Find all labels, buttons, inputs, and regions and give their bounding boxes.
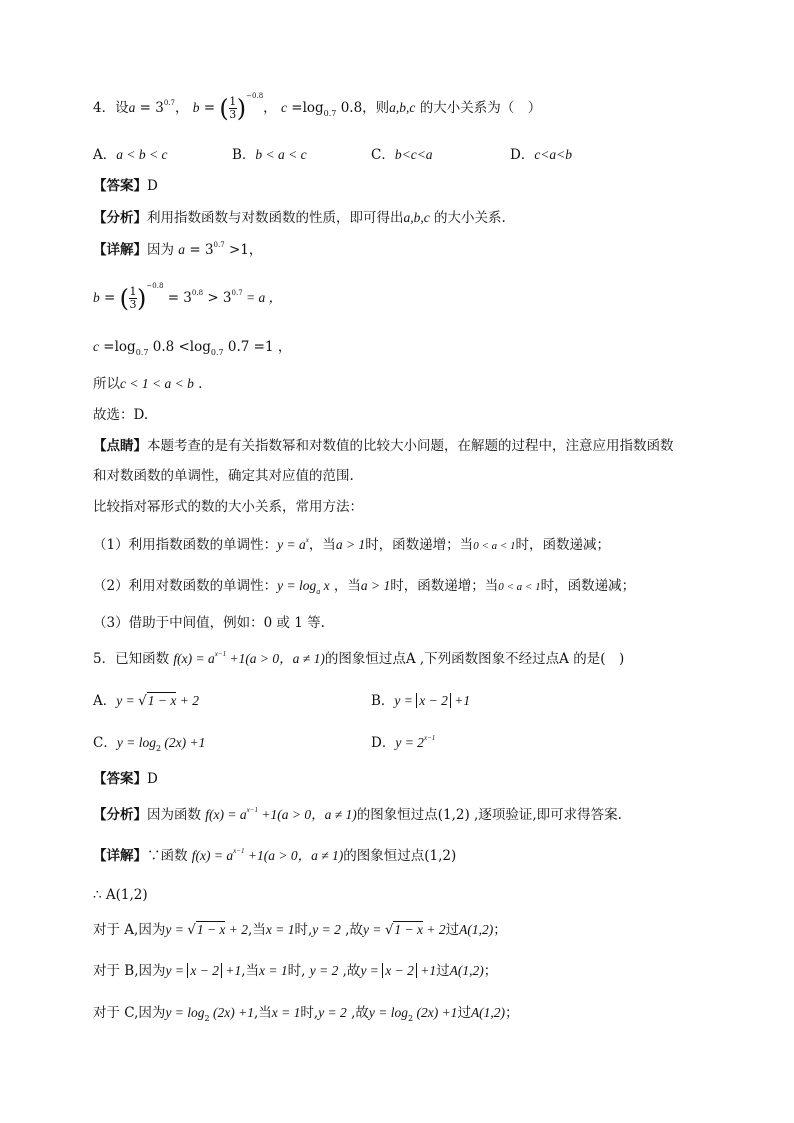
q4-detail-b: b = ( $\frac{1}{3}$ )$^{-0.8} = 3^{0.8} > 3^{0.7} = a$ ， [93, 282, 283, 313]
q4-conclusion: 所以c < 1 < a < b . [93, 376, 203, 392]
q4-method-2: （2）利用对数函数的单调性：$y = \log_a x$ ，当a > 1时，函数递增；当0 < a < 1时，函数递减； [93, 578, 636, 596]
q4-choose: 故选：D. [93, 407, 149, 423]
q5-verify-c: 对于 C,因为$y = \log_2 (2x) +1$,当x = 1时,y = 2 ,故$y = \log_2 (2x) +1$过A(1,2)； [93, 1005, 519, 1023]
q5-option-c: C．$y = \log_2 (2x) +1$ [93, 735, 206, 753]
q5-stem: 5．已知函数 $f(x) = a^{x-1} +1(a > 0$，a ≠ 1)的图象恒过点A ,下列函数图象不经过点A 的是( ) [93, 650, 625, 667]
q4-method: 比较指对幂形式的数的大小关系，常用方法： [93, 499, 363, 515]
q4-option-c: C．b<c<a [371, 147, 433, 163]
q4-method-1: （1）利用指数函数的单调性：$y = a^x$，当a > 1时，函数递增；当0 < a < 1时，函数递减； [93, 536, 611, 553]
q4-option-a: A．a < b < c [93, 147, 168, 163]
q4-option-d: D．c<a<b [510, 147, 573, 163]
q5-option-a: A．y = √1 − x + 2 [93, 693, 199, 709]
q4-detail: 【详解】因为 $a = 3^{0.7} >1$， [93, 241, 263, 258]
q5-verify-b: 对于 B,因为y = x − 2 +1,当x = 1时, y = 2 ,故y = x − 2 +1过A(1,2)； [93, 963, 498, 979]
q5-detail: 【详解】∵函数 $f(x) = a^{x-1} +1(a > 0$，a ≠ 1)的图象恒过点(1,2) [93, 847, 457, 864]
q5-answer: 【答案】D [93, 771, 158, 787]
q4-method-3: （3）借助于中间值，例如：0 或 1 等. [93, 615, 325, 631]
q4-stem: 4．设$a = 3^{0.7}$， b = ( $\frac{1}{3}$ )$^{-0.8}$， $c =\log_{0.7}$ 0.8，则a,b,c 的大小关系为（ ） [93, 92, 542, 123]
q4-answer: 【答案】D [93, 178, 158, 194]
q4-comment-2: 和对数函数的单调性，确定其对应值的范围. [93, 468, 354, 484]
fraction-one-third: $\frac{1}{3}$ [229, 95, 237, 121]
q5-therefore: ∴ A(1,2) [93, 887, 148, 903]
q4-detail-c: $c =\log_{0.7}$ $0.8 <\log_{0.7}$ 0.7 =1 ， [93, 339, 292, 357]
q5-option-d: D．$y = 2^{x-1}$ [371, 734, 436, 751]
q5-analysis: 【分析】因为函数 $f(x) = a^{x-1} +1(a > 0$，a ≠ 1)的图象恒过点(1,2) ,逐项验证,即可求得答案. [93, 806, 622, 823]
q4-number: 4．设 [93, 100, 129, 116]
q4-option-b: B．b < a < c [232, 147, 307, 163]
q5-verify-a: 对于 A,因为y = √1 − x + 2,当x = 1时,y = 2 ,故y = √1 − x + 2过A(1,2)； [93, 922, 507, 938]
q5-option-b: B．y = x − 2 +1 [371, 693, 471, 709]
q4-analysis: 【分析】利用指数函数与对数函数的性质，即可得出a,b,c 的大小关系. [93, 210, 506, 226]
q4-comment: 【点睛】本题考查的是有关指数幂和对数值的比较大小问题，在解题的过程中，注意应用指数函数 [93, 438, 674, 454]
